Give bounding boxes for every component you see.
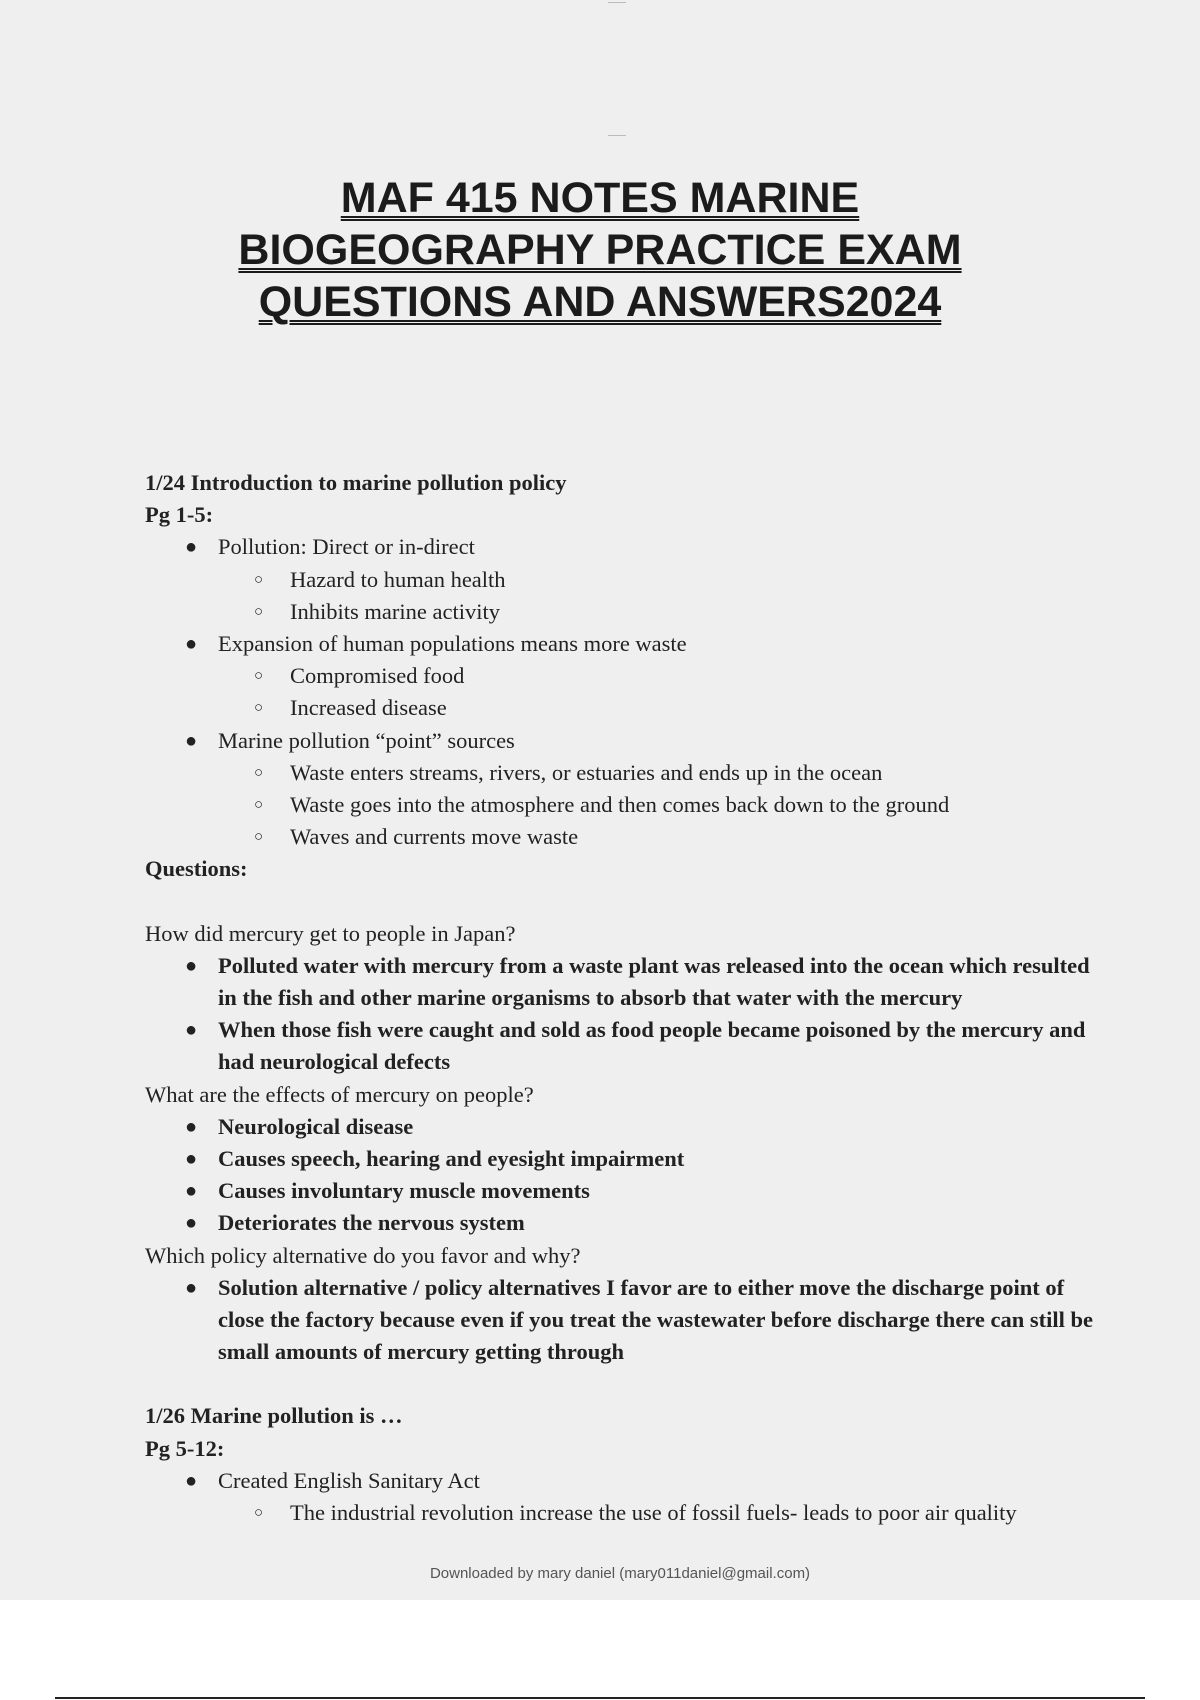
bullet-dot-icon: ● [185, 1276, 198, 1299]
bullet-dot-icon: ● [185, 1212, 198, 1235]
page-top-mark [608, 2, 626, 3]
question-text: What are the effects of mercury on people? [145, 1081, 534, 1107]
page-divider [55, 1697, 1145, 1699]
download-footer: Downloaded by mary daniel (mary011daniel@gmail.com) [429, 1565, 811, 1582]
answer-item: ● Causes speech, hearing and eyesight impairment [145, 1143, 1105, 1175]
sub-bullet-item: ○ Waste enters streams, rivers, or estuaries and ends up in the ocean [145, 757, 1105, 789]
answer-item: ● Deteriorates the nervous system [145, 1207, 1105, 1239]
bullet-item: ● Marine pollution “point” sources [145, 725, 1105, 757]
question-text: Which policy alternative do you favor and why? [145, 1242, 581, 1268]
sub-bullet-circle-icon: ○ [254, 571, 264, 588]
bullet-item: ● Created English Sanitary Act [145, 1465, 1105, 1497]
sub-bullet-item: ○ Compromised food [145, 660, 1105, 692]
answer-item: ● Neurological disease [145, 1111, 1105, 1143]
section-heading: 1/26 Marine pollution is … [145, 1403, 403, 1429]
sub-bullet-circle-icon: ○ [254, 764, 264, 781]
question-text: How did mercury get to people in Japan? [145, 920, 516, 946]
bullet-dot-icon: ● [185, 536, 198, 559]
bullet-dot-icon: ● [185, 729, 198, 752]
title-line-3: QUESTIONS AND ANSWERS2024 [258, 278, 942, 326]
questions-heading: Questions: [145, 856, 248, 882]
answer-item: ● Polluted water with mercury from a waste plant was released into the ocean which resulted in the fish and other marine organisms to absorb that water with the mercury [145, 950, 1105, 1014]
sub-bullet-circle-icon: ○ [254, 603, 264, 620]
title-line-1: MAF 415 NOTES MARINE [340, 174, 860, 222]
title-line-2: BIOGEOGRAPHY PRACTICE EXAM [238, 226, 962, 274]
answer-item: ● Solution alternative / policy alternatives I favor are to either move the discharge point of close the factory because even if you treat the wastewater before discharge there can still be small amounts of mercury getting through [145, 1272, 1105, 1369]
bullet-dot-icon: ● [185, 1148, 198, 1171]
sub-bullet-item: ○ Inhibits marine activity [145, 596, 1105, 628]
bullet-item: ● Expansion of human populations means more waste [145, 628, 1105, 660]
sub-bullet-item: ○ Increased disease [145, 692, 1105, 724]
bullet-dot-icon: ● [185, 954, 198, 977]
header-mark [608, 135, 626, 136]
sub-bullet-item: ○ Waste goes into the atmosphere and then comes back down to the ground [145, 789, 1105, 821]
section-pages: Pg 1-5: [145, 502, 214, 528]
section-heading: 1/24 Introduction to marine pollution policy [145, 470, 567, 495]
answer-item: ● Causes involuntary muscle movements [145, 1175, 1105, 1207]
bullet-dot-icon: ● [185, 633, 198, 656]
sub-bullet-circle-icon: ○ [254, 829, 264, 846]
sub-bullet-circle-icon: ○ [254, 668, 264, 685]
bullet-dot-icon: ● [185, 1469, 198, 1492]
bullet-dot-icon: ● [185, 1115, 198, 1138]
bullet-dot-icon: ● [185, 1180, 198, 1203]
sub-bullet-item: ○ The industrial revolution increase the use of fossil fuels- leads to poor air quality [145, 1497, 1105, 1529]
bullet-item: ● Pollution: Direct or in-direct [145, 531, 1105, 563]
sub-bullet-circle-icon: ○ [254, 700, 264, 717]
document-title [100, 172, 1100, 328]
answer-item: ● When those fish were caught and sold as food people became poisoned by the mercury and had neurological defects [145, 1014, 1105, 1078]
document-body [145, 467, 1105, 1529]
sub-bullet-circle-icon: ○ [254, 797, 264, 814]
sub-bullet-item: ○ Waves and currents move waste [145, 821, 1105, 853]
sub-bullet-circle-icon: ○ [254, 1505, 264, 1522]
sub-bullet-item: ○ Hazard to human health [145, 564, 1105, 596]
section-pages: Pg 5-12: [145, 1435, 225, 1461]
bullet-dot-icon: ● [185, 1019, 198, 1042]
